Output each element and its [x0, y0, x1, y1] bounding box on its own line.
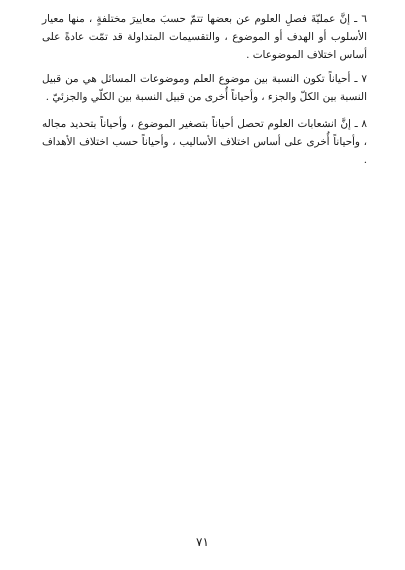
- paragraph-6: ٦ ـ إنَّ عمليّةَ فصلِ العلوم عن بعضها تتمّ حسبَ معاييرَ مختلفةٍ ، منها معيار الأسلوب أو الهدف أو الموضوع ، والتقسيمات المتداولة قد تمّت عادةً على أساس اختلاف الموضوعات .: [42, 13, 367, 61]
- paragraph-7: ٧ ـ أحياناً تكون النسبة بين موضوع العلم وموضوعات المسائل هي من قبيل النسبة بين الكلّ والجزء ، وأحياناً أُخرى من قبيل النسبة بين الكلّي والجزئيّ .: [42, 73, 367, 103]
- paragraph-8: ٨ ـ إنَّ انشعابات العلوم تحصل أحياناً بتصغير الموضوع ، وأحياناً بتحديد مجاله ، وأحياناً أُخرى على أساس اختلاف الأساليب ، وأحياناً حسب اختلاف الأهداف .: [42, 118, 367, 166]
- page-body: [42, 10, 367, 177]
- page-number: ٧١: [196, 535, 209, 549]
